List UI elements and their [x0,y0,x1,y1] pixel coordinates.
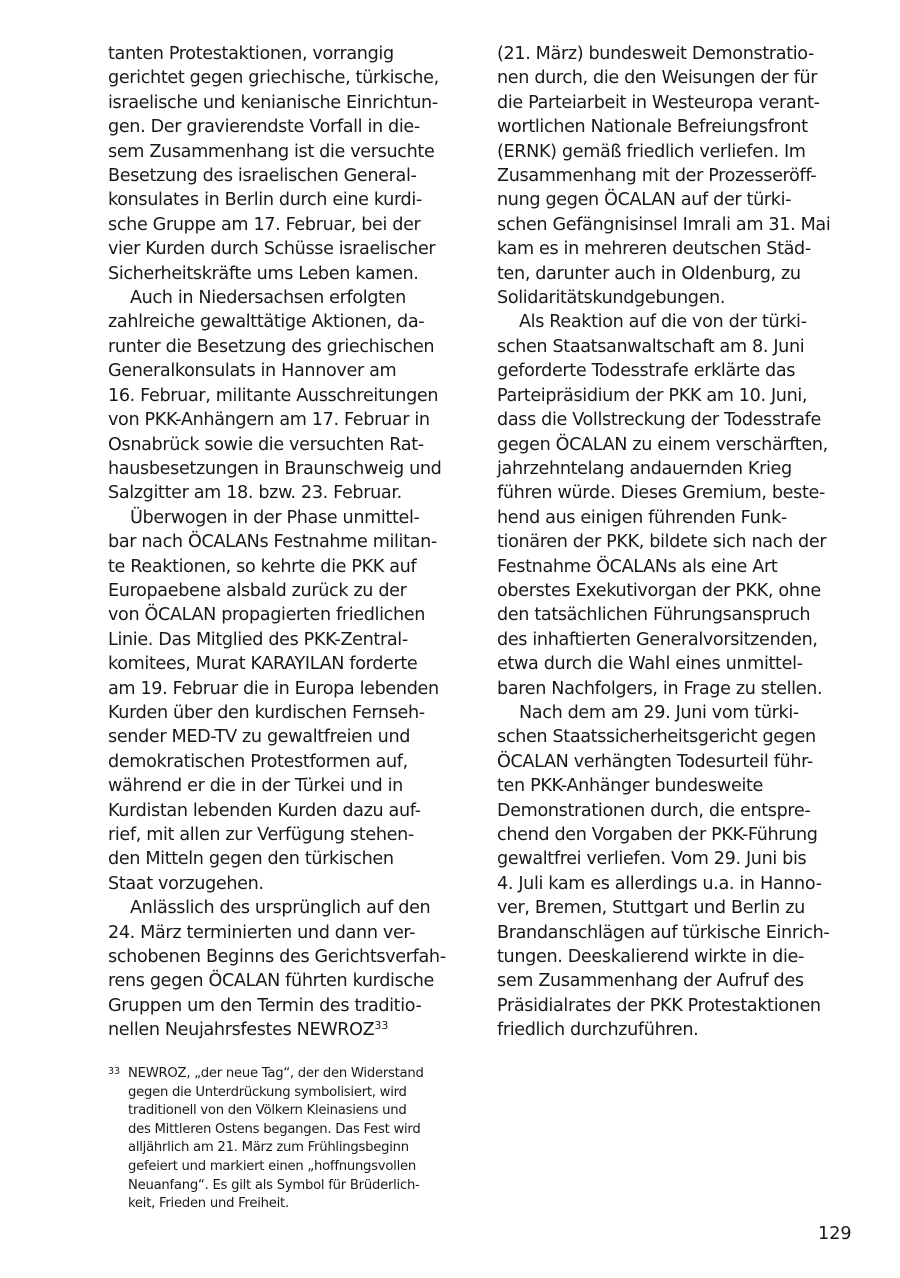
footnote-line: traditionell von den Völkern Kleinasiens und [128,1103,407,1119]
text-line: Auch in Niedersachsen erfolgten [130,288,406,309]
text-line: Anlässlich des ursprünglich auf den [130,898,431,919]
text-line: ten PKK-Anhänger bundesweite [497,776,764,797]
text-line: Kurdistan lebenden Kurden dazu auf- [108,800,421,821]
footnote-reference[interactable]: 33 [374,1019,389,1033]
footnote-line: gefeiert und markiert einen „hoffnungsvollen [128,1158,416,1174]
text-line: des inhaftierten Generalvorsitzenden, [497,629,818,650]
text-line: zahlreiche gewalttätige Aktionen, da- [108,312,425,333]
text-line: Solidaritätskundgebungen. [497,288,726,309]
text-line: vier Kurden durch Schüsse israelischer [108,239,436,260]
text-line: Brandanschlägen auf türkische Einrich- [497,922,830,943]
text-line: hausbesetzungen in Braunschweig und [108,458,442,479]
text-line-content: nellen Neujahrsfestes NEWROZ [108,1020,375,1041]
text-line: baren Nachfolgers, in Frage zu stellen. [497,678,823,699]
text-line: oberstes Exekutivorgan der PKK, ohne [497,580,821,601]
footnote-line: NEWROZ, „der neue Tag“, der den Widerstand [128,1066,424,1081]
text-line: sche Gruppe am 17. Februar, bei der [108,214,421,235]
text-line: nung gegen ÖCALAN auf der türki- [497,190,792,211]
text-line: Überwogen in der Phase unmittel- [130,507,420,528]
text-line: kam es in mehreren deutschen Städ- [497,239,811,260]
text-line: Osnabrück sowie die versuchten Rat- [108,434,424,455]
text-line: gen. Der gravierendste Vorfall in die- [108,117,420,138]
paragraph [108,42,464,286]
paragraph [497,310,853,701]
paragraph [108,896,464,1042]
text-line: Staat vorzugehen. [108,873,264,894]
text-line: ver, Bremen, Stuttgart und Berlin zu [497,898,805,919]
text-line: israelische und kenianische Einrichtun- [108,92,438,113]
text-line: rens gegen ÖCALAN führten kurdische [108,971,435,992]
paragraph [108,286,464,506]
text-line: während er die in der Türkei und in [108,776,403,797]
footnote-line: des Mittleren Ostens begangen. Das Fest wird [128,1121,421,1137]
text-line: gerichtet gegen griechische, türkische, [108,68,439,89]
text-line: wortlichen Nationale Befreiungsfront [497,117,808,138]
text-line: gewaltfrei verliefen. Vom 29. Juni bis [497,849,807,870]
text-line: von ÖCALAN propagierten friedlichen [108,605,426,626]
text-line: die Parteiarbeit in Westeuropa verant- [497,92,820,113]
text-line: tungen. Deeskalierend wirkte in die- [497,947,805,968]
text-line: sem Zusammenhang ist die versuchte [108,141,435,162]
text-line: sem Zusammenhang der Aufruf des [497,971,804,992]
footnote-line: Neuanfang“. Es gilt als Symbol für Brüderlich- [128,1177,420,1193]
text-line: Gruppen um den Termin des traditio- [108,995,422,1016]
text-line: te Reaktionen, so kehrte die PKK auf [108,556,417,577]
paragraph [497,701,853,1043]
right-column [497,42,853,1043]
text-line: schobenen Beginns des Gerichtsverfah- [108,947,446,968]
text-line: Generalkonsulats in Hannover am [108,361,397,382]
text-line: Parteipräsidium der PKK am 10. Juni, [497,385,808,406]
text-line: führen würde. Dieses Gremium, beste- [497,483,825,504]
text-line: Nach dem am 29. Juni vom türki- [519,702,799,723]
text-line: sender MED-TV zu gewaltfreien und [108,727,411,748]
text-line: Demonstrationen durch, die entspre- [497,800,811,821]
text-line: friedlich durchzuführen. [497,1020,699,1041]
text-line: Besetzung des israelischen General- [108,166,417,187]
text-line: Zusammenhang mit der Prozesseröff- [497,166,817,187]
text-line [108,1018,464,1042]
text-line: demokratischen Protestformen auf, [108,751,408,772]
text-line: ten, darunter auch in Oldenburg, zu [497,263,801,284]
text-line: rief, mit allen zur Verfügung stehen- [108,825,414,845]
footnote-text [128,1065,424,1214]
text-line: von PKK-Anhängern am 17. Februar in [108,410,430,431]
text-line: tanten Protestaktionen, vorrangig [108,44,394,64]
text-line: geforderte Todesstrafe erklärte das [497,361,796,382]
text-line: (ERNK) gemäß friedlich verliefen. Im [497,141,806,162]
page-number: 129 [818,1224,852,1244]
text-line: den Mitteln gegen den türkischen [108,849,394,870]
text-line: schen Staatsanwaltschaft am 8. Juni [497,336,805,357]
paragraph [497,42,853,310]
text-line: Festnahme ÖCALANs als eine Art [497,556,778,577]
text-line: komitees, Murat KARAYILAN forderte [108,654,418,675]
left-column [108,42,464,1043]
text-line: ÖCALAN verhängten Todesurteil führ- [497,751,813,772]
text-line: konsulates in Berlin durch eine kurdi- [108,190,422,211]
footnote-line: gegen die Unterdrückung symbolisiert, wird [128,1084,407,1100]
text-line: chend den Vorgaben der PKK-Führung [497,825,818,845]
text-line: (21. März) bundesweit Demonstratio- [497,44,815,64]
text-line: nen durch, die den Weisungen der für [497,68,818,89]
text-line: schen Gefängnisinsel Imrali am 31. Mai [497,214,831,235]
text-line: Als Reaktion auf die von der türki- [519,312,807,333]
text-line: runter die Besetzung des griechischen [108,336,435,357]
text-line: schen Staatssicherheitsgericht gegen [497,727,816,748]
text-line: Sicherheitskräfte ums Leben kamen. [108,263,419,284]
text-line: tionären der PKK, bildete sich nach der [497,532,827,553]
text-line: am 19. Februar die in Europa lebenden [108,678,439,699]
paragraph [108,506,464,897]
text-line: Europaebene alsbald zurück zu der [108,580,407,601]
text-line: den tatsächlichen Führungsanspruch [497,605,811,626]
text-line: dass die Vollstreckung der Todesstrafe [497,410,821,431]
text-line: etwa durch die Wahl eines unmittel- [497,654,803,675]
text-line: 16. Februar, militante Ausschreitungen [108,385,439,406]
footnote-line: keit, Frieden und Freiheit. [128,1196,289,1212]
text-line: Präsidialrates der PKK Protestaktionen [497,995,821,1016]
text-line: jahrzehntelang andauernden Krieg [497,458,792,479]
text-line: 24. März terminierten und dann ver- [108,922,416,943]
text-line: 4. Juli kam es allerdings u.a. in Hanno- [497,873,822,894]
text-line: gegen ÖCALAN zu einem verschärften, [497,434,828,455]
footnote-line: alljährlich am 21. März zum Frühlingsbeginn [128,1140,409,1156]
text-line: Salzgitter am 18. bzw. 23. Februar. [108,483,402,504]
text-line: bar nach ÖCALANs Festnahme militan- [108,532,437,553]
text-line: hend aus einigen führenden Funk- [497,507,787,528]
text-line: Kurden über den kurdischen Fernseh- [108,702,425,723]
footnote-number: 33 [108,1066,121,1077]
text-line: Linie. Das Mitglied des PKK-Zentral- [108,629,408,650]
